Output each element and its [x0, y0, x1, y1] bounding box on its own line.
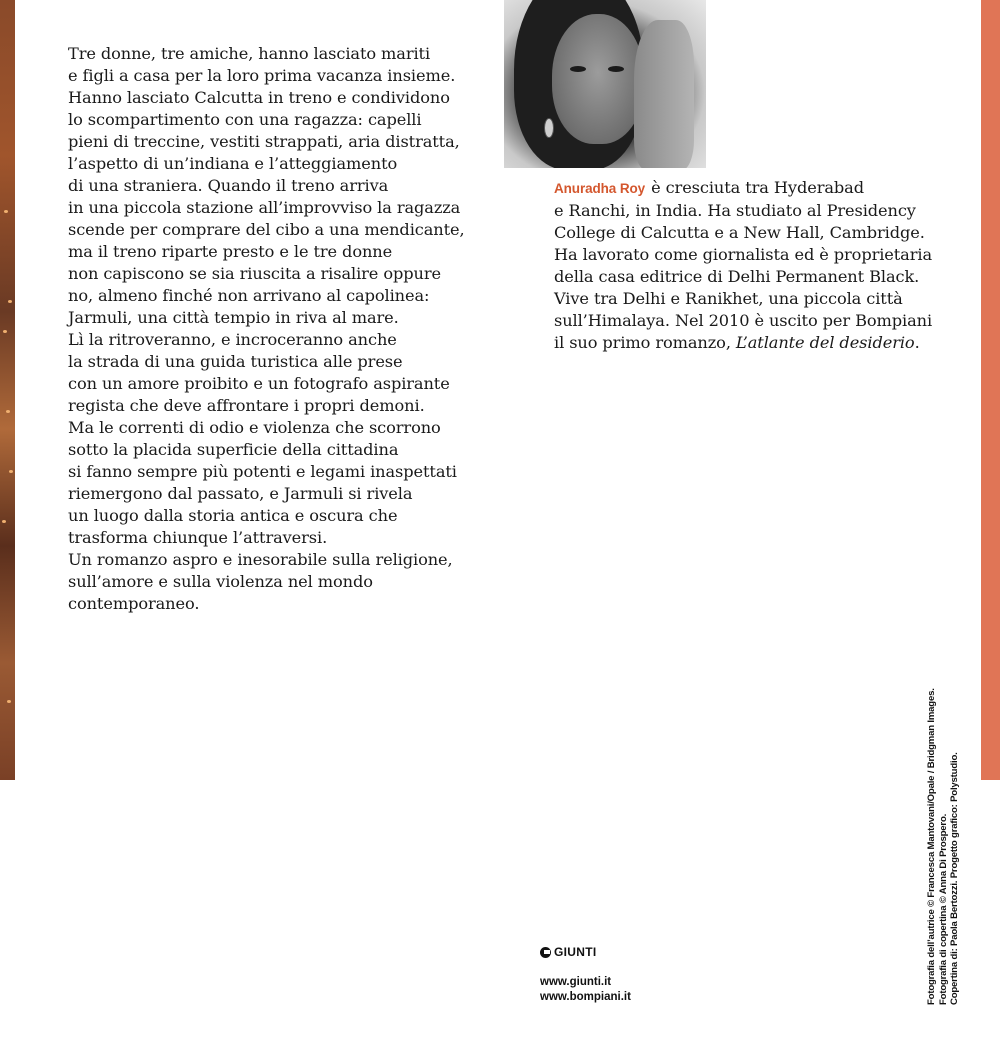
- book-title: L’atlante del desiderio: [735, 333, 915, 352]
- bio-line: il suo primo romanzo,: [554, 333, 731, 352]
- blurb-line: no, almeno finché non arrivano al capolinea:: [68, 286, 430, 305]
- blurb-line: in una piccola stazione all’improvviso la ragazza: [68, 198, 461, 217]
- blurb-line: Hanno lasciato Calcutta in treno e condividono: [68, 88, 450, 107]
- cover-edge-right: [981, 0, 1000, 780]
- blurb-line: e figli a casa per la loro prima vacanza insieme.: [68, 66, 456, 85]
- blurb-line: l’aspetto di un’indiana e l’atteggiamento: [68, 154, 398, 173]
- blurb-line: pieni di treccine, vestiti strappati, aria distratta,: [68, 132, 460, 151]
- credit-line: Fotografia di copertina © Anna Di Prospero.: [937, 813, 949, 1005]
- bio-last-line: [554, 332, 934, 354]
- author-name: Anuradha Roy: [554, 181, 646, 196]
- website-link[interactable]: www.giunti.it: [540, 976, 612, 988]
- giunti-logo-icon: [540, 947, 551, 958]
- blurb-line: scende per comprare del cibo a una mendicante,: [68, 220, 465, 239]
- bio-line: della casa editrice di Delhi Permanent Black.: [554, 267, 920, 286]
- publisher-logo: [540, 945, 631, 959]
- blurb-line: la strada di una guida turistica alle prese: [68, 352, 403, 371]
- bio-line: Vive tra Delhi e Ranikhet, una piccola città: [554, 289, 903, 308]
- blurb-line: di una straniera. Quando il treno arriva: [68, 176, 389, 195]
- blurb-line: trasforma chiunque l’attraversi.: [68, 528, 328, 547]
- bio-line: è cresciuta tra Hyderabad: [651, 178, 864, 197]
- blurb-line: Lì la ritroveranno, e incroceranno anche: [68, 330, 397, 349]
- blurb-line: non capiscono se sia riuscita a risalire oppure: [68, 264, 441, 283]
- blurb-line: con un amore proibito e un fotografo aspirante: [68, 374, 450, 393]
- blurb-line: Ma le correnti di odio e violenza che scorrono: [68, 418, 441, 437]
- blurb-line: regista che deve affrontare i propri demoni.: [68, 396, 425, 415]
- blurb-text: [68, 43, 468, 615]
- credit-line: Copertina di: Paola Bertozzi. Progetto grafico: Polystudio.: [949, 752, 960, 1005]
- credit-line: Fotografia dell’autrice © Francesca Mantovani/Opale / Bridgman Images.: [926, 688, 937, 1005]
- bio-line: Ha lavorato come giornalista ed è proprietaria: [554, 245, 933, 264]
- bio-first-line: [554, 177, 934, 200]
- cover-edge-left: [0, 0, 15, 780]
- blurb-line: Jarmuli, una città tempio in riva al mare.: [68, 308, 399, 327]
- website-link[interactable]: www.bompiani.it: [540, 991, 631, 1003]
- bio-line-end: .: [914, 333, 920, 352]
- author-bio: [554, 177, 934, 354]
- blurb-line: ma il treno riparte presto e le tre donne: [68, 242, 393, 261]
- photo-credits: [926, 688, 961, 1005]
- bio-line: sull’Himalaya. Nel 2010 è uscito per Bompiani: [554, 311, 933, 330]
- blurb-line: contemporaneo.: [68, 594, 200, 613]
- blurb-line: riemergono dal passato, e Jarmuli si rivela: [68, 484, 413, 503]
- author-photo: [504, 0, 706, 168]
- publisher-block: [540, 945, 631, 1005]
- blurb-line: Tre donne, tre amiche, hanno lasciato mariti: [68, 44, 431, 63]
- publisher-logo-text: GIUNTI: [554, 945, 597, 959]
- blurb-line: si fanno sempre più potenti e legami inaspettati: [68, 462, 457, 481]
- blurb-line: Un romanzo aspro e inesorabile sulla religione,: [68, 550, 453, 569]
- blurb-line: sotto la placida superficie della cittadina: [68, 440, 399, 459]
- blurb-line: un luogo dalla storia antica e oscura che: [68, 506, 398, 525]
- blurb-line: lo scompartimento con una ragazza: capelli: [68, 110, 422, 129]
- bio-line: e Ranchi, in India. Ha studiato al Presidency: [554, 201, 916, 220]
- bio-line: College di Calcutta e a New Hall, Cambridge.: [554, 223, 925, 242]
- blurb-line: sull’amore e sulla violenza nel mondo: [68, 572, 373, 591]
